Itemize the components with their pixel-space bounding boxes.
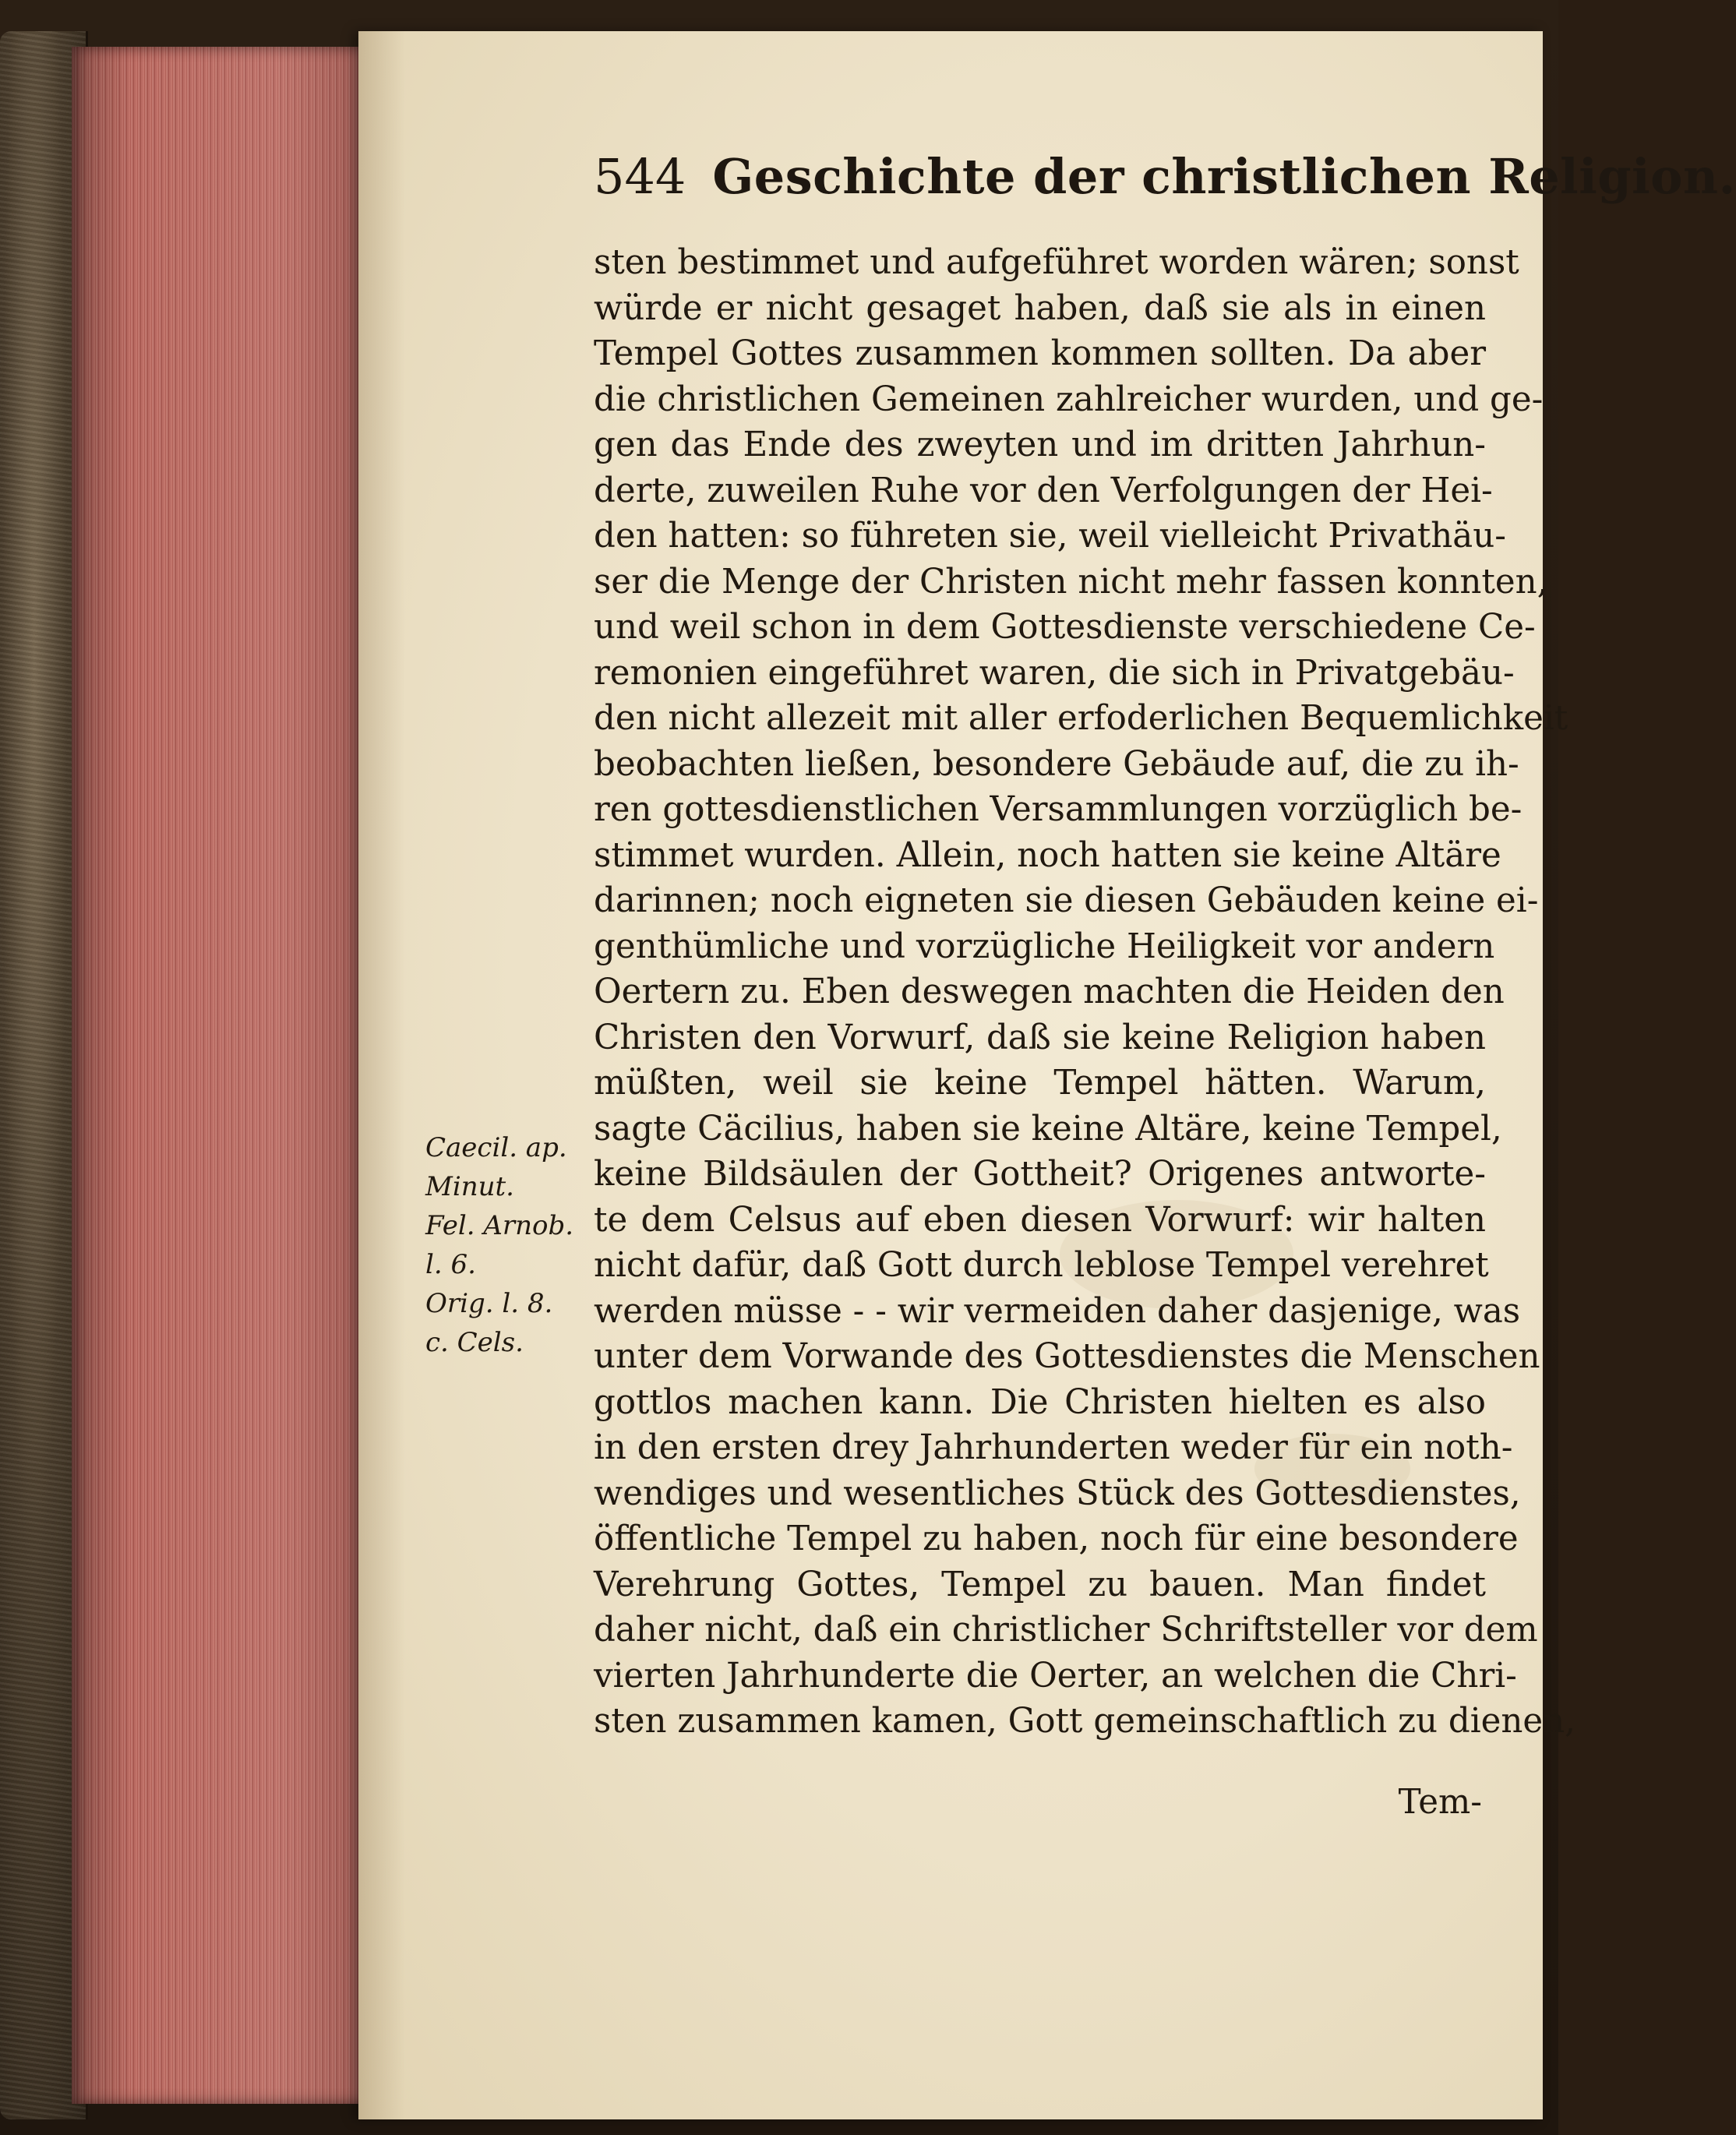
text-line: Oertern zu. Eben deswegen machten die Heiden den <box>594 972 1505 1011</box>
page-fore-edge <box>72 47 372 2104</box>
text-line: Verehrung Gottes, Tempel zu bauen. Man findet <box>594 1565 1486 1604</box>
text-line: die christlichen Gemeinen zahlreicher wurden, und ge- <box>594 379 1544 419</box>
text-line: stimmet wurden. Allein, noch hatten sie keine Altäre <box>594 835 1501 875</box>
text-line: würde er nicht gesaget haben, daß sie als in einen <box>594 288 1486 328</box>
catchword: Tem- <box>1398 1783 1482 1822</box>
margin-note-line: Caecil. ap. <box>425 1132 567 1163</box>
running-title: Geschichte der christlichen Religion. <box>712 148 1736 205</box>
text-line: Tempel Gottes zusammen kommen sollten. Da aber <box>594 334 1486 373</box>
margin-note-line: c. Cels. <box>425 1327 524 1358</box>
text-line: werden müsse - - wir vermeiden daher dasjenige, was <box>594 1291 1521 1331</box>
text-line: derte, zuweilen Ruhe vor den Verfolgungen der Hei- <box>594 471 1493 510</box>
text-line: te dem Celsus auf eben diesen Vorwurf: wir halten <box>594 1200 1486 1240</box>
text-line: remonien eingeführet waren, die sich in Privatgebäu- <box>594 653 1515 693</box>
text-line: unter dem Vorwande des Gottesdienstes die Menschen <box>594 1337 1540 1376</box>
page-header <box>594 148 1736 205</box>
page-number: 544 <box>594 148 686 205</box>
text-line: sten zusammen kamen, Gott gemeinschaftlich zu dienen, <box>594 1702 1575 1741</box>
text-line: ser die Menge der Christen nicht mehr fassen konnten, <box>594 562 1548 602</box>
text-line: gottlos machen kann. Die Christen hielten es also <box>594 1382 1486 1422</box>
text-line: wendiges und wesentliches Stück des Gottesdienstes, <box>594 1473 1521 1513</box>
text-line: nicht dafür, daß Gott durch leblose Tempel verehret <box>594 1246 1489 1285</box>
text-line: in den ersten drey Jahrhunderten weder für ein noth- <box>594 1428 1513 1467</box>
text-line: den hatten: so führeten sie, weil vielleicht Privathäu- <box>594 517 1506 556</box>
text-line: sagte Cäcilius, haben sie keine Altäre, keine Tempel, <box>594 1109 1502 1149</box>
book-page <box>358 31 1736 2119</box>
text-line: beobachten ließen, besondere Gebäude auf, die zu ih- <box>594 744 1519 784</box>
text-line: und weil schon in dem Gottesdienste verschiedene Ce- <box>594 608 1536 647</box>
text-line: ren gottesdienstlichen Versammlungen vorzüglich be- <box>594 790 1523 829</box>
text-line: daher nicht, daß ein christlicher Schriftsteller vor dem <box>594 1611 1538 1650</box>
text-line: darinnen; noch eigneten sie diesen Gebäuden keine ei- <box>594 881 1539 920</box>
text-line: Christen den Vorwurf, daß sie keine Religion haben <box>594 1018 1486 1057</box>
margin-note-line: l. 6. <box>425 1249 476 1280</box>
text-line: genthümliche und vorzügliche Heiligkeit vor andern <box>594 926 1495 966</box>
text-line: öffentliche Tempel zu haben, noch für eine besondere <box>594 1519 1519 1558</box>
marginal-citation <box>425 1128 593 1362</box>
text-line: gen das Ende des zweyten und im dritten Jahrhun- <box>594 425 1486 464</box>
text-line: vierten Jahrhunderte die Oerter, an welchen die Chri- <box>594 1656 1517 1696</box>
text-line: müßten, weil sie keine Tempel hätten. Warum, <box>594 1064 1486 1103</box>
text-line: sten bestimmet und aufgeführet worden wären; sonst <box>594 243 1519 282</box>
margin-note-line: Minut. <box>425 1171 514 1202</box>
text-line: keine Bildsäulen der Gottheit? Origenes antworte- <box>594 1155 1486 1194</box>
margin-note-line: Orig. l. 8. <box>425 1288 553 1319</box>
margin-note-line: Fel. Arnob. <box>425 1210 574 1241</box>
body-text <box>594 240 1575 1745</box>
text-line: den nicht allezeit mit aller erfoderlichen Bequemlichkeit <box>594 699 1568 738</box>
